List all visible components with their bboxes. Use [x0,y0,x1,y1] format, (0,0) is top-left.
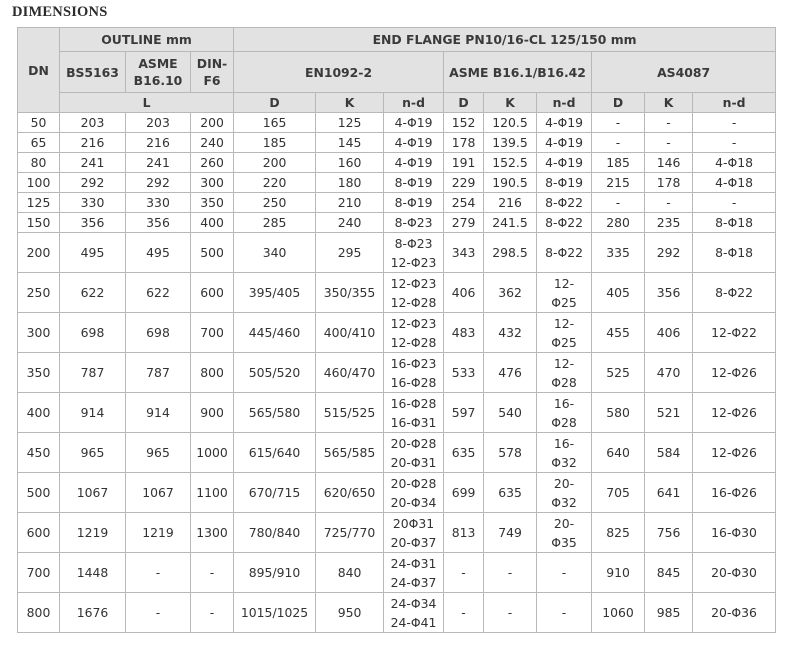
cell-en-d: 220 [234,173,316,193]
cell-en-k: 210 [316,193,384,213]
cell-en-nd-line: 20-Φ34 [390,494,437,510]
cell-en-k: 125 [316,113,384,133]
cell-bs5163: 203 [60,113,126,133]
cell-en-d: 165 [234,113,316,133]
cell-asme-nd [537,553,592,593]
cell-din-f6: 700 [191,313,234,353]
cell-au-nd: 8-Φ22 [693,273,776,313]
cell-en-nd-line: 12-Φ28 [390,294,437,310]
cell-au-d: 335 [592,233,645,273]
header-au-nd: n-d [693,93,776,113]
cell-asme-b1610: 965 [126,433,191,473]
header-din-f6-line2: F6 [203,73,221,88]
cell-au-k: 756 [645,513,693,553]
cell-en-k: 725/770 [316,513,384,553]
cell-asme-nd-line: 12- [553,355,575,371]
cell-en-nd-line: 8-Φ19 [394,175,433,190]
cell-en-nd-line: 4-Φ19 [394,115,433,130]
cell-asme-nd-line: 4-Φ19 [545,115,583,130]
cell-en-nd-line: 24-Φ31 [390,555,437,571]
cell-asme-nd-line: 12- [553,315,575,331]
cell-dn: 450 [18,433,60,473]
cell-asme-d: 533 [444,353,484,393]
cell-asme-d: 229 [444,173,484,193]
cell-au-d: 825 [592,513,645,553]
header-asme-b1610 [126,52,191,93]
cell-bs5163: 1219 [60,513,126,553]
cell-asme-nd-line: 8-Φ22 [545,245,583,260]
cell-din-f6: 600 [191,273,234,313]
cell-dn: 500 [18,473,60,513]
cell-dn: 100 [18,173,60,193]
header-asme-d: D [444,93,484,113]
cell-au-k: 292 [645,233,693,273]
header-bs5163: BS5163 [60,52,126,93]
cell-bs5163: 787 [60,353,126,393]
cell-au-nd: 12-Φ26 [693,433,776,473]
header-asme-k: K [484,93,537,113]
cell-au-k: - [645,113,693,133]
cell-en-d: 340 [234,233,316,273]
cell-asme-d: 279 [444,213,484,233]
header-din-f6 [191,52,234,93]
cell-en-d: 895/910 [234,553,316,593]
header-asme-b1610-line2: B16.10 [133,73,183,88]
table-row [18,233,776,273]
cell-au-k: - [645,133,693,153]
cell-au-d: 525 [592,353,645,393]
header-as4087: AS4087 [592,52,776,93]
cell-au-k: 146 [645,153,693,173]
cell-en-k: 350/355 [316,273,384,313]
cell-en-nd [384,273,444,313]
cell-au-k: 356 [645,273,693,313]
cell-din-f6: 350 [191,193,234,213]
cell-en-nd-line: 4-Φ19 [394,155,433,170]
cell-asme-k: 362 [484,273,537,313]
cell-bs5163: 1067 [60,473,126,513]
cell-asme-b1610: 914 [126,393,191,433]
cell-dn: 200 [18,233,60,273]
table-row [18,433,776,473]
cell-au-nd: - [693,113,776,133]
cell-asme-nd-line: - [561,565,567,580]
cell-en-nd [384,433,444,473]
cell-dn: 350 [18,353,60,393]
cell-din-f6: - [191,553,234,593]
cell-en-d: 615/640 [234,433,316,473]
header-en-d: D [234,93,316,113]
cell-asme-d: 191 [444,153,484,173]
cell-bs5163: 965 [60,433,126,473]
cell-asme-k: 152.5 [484,153,537,173]
cell-bs5163: 356 [60,213,126,233]
cell-asme-nd-line: 4-Φ19 [545,155,583,170]
cell-en-nd [384,193,444,213]
cell-au-d: 1060 [592,593,645,633]
cell-dn: 150 [18,213,60,233]
cell-asme-b1610: 292 [126,173,191,193]
cell-asme-b1610: 698 [126,313,191,353]
table-row [18,213,776,233]
table-row [18,113,776,133]
cell-asme-d: 813 [444,513,484,553]
cell-din-f6: - [191,593,234,633]
cell-asme-nd-line: Φ28 [551,414,577,430]
table-row [18,193,776,213]
cell-bs5163: 330 [60,193,126,213]
table-row [18,313,776,353]
cell-bs5163: 914 [60,393,126,433]
header-au-k: K [645,93,693,113]
cell-en-nd [384,553,444,593]
cell-asme-k: 216 [484,193,537,213]
cell-din-f6: 500 [191,233,234,273]
cell-asme-k: 476 [484,353,537,393]
cell-asme-nd-line: 4-Φ19 [545,135,583,150]
cell-au-d: - [592,113,645,133]
cell-en-d: 185 [234,133,316,153]
cell-bs5163: 622 [60,273,126,313]
cell-en-nd [384,233,444,273]
cell-en-k: 400/410 [316,313,384,353]
cell-au-k: 521 [645,393,693,433]
cell-au-nd: 16-Φ26 [693,473,776,513]
cell-asme-d: 254 [444,193,484,213]
cell-en-k: 180 [316,173,384,193]
cell-au-d: 455 [592,313,645,353]
cell-asme-nd [537,473,592,513]
cell-asme-b1610: 787 [126,353,191,393]
cell-dn: 600 [18,513,60,553]
cell-en-k: 620/650 [316,473,384,513]
table-row [18,153,776,173]
cell-asme-b1610: 216 [126,133,191,153]
cell-asme-nd-line: Φ25 [551,334,577,350]
cell-au-nd: 20-Φ36 [693,593,776,633]
cell-en-k: 840 [316,553,384,593]
header-en-k: K [316,93,384,113]
cell-dn: 400 [18,393,60,433]
cell-asme-nd-line: Φ25 [551,294,577,310]
cell-en-d: 670/715 [234,473,316,513]
cell-asme-b1610: 241 [126,153,191,173]
cell-en-k: 565/585 [316,433,384,473]
cell-asme-b1610: 203 [126,113,191,133]
cell-asme-nd-line: 20- [553,515,575,531]
cell-bs5163: 698 [60,313,126,353]
header-outline: OUTLINE mm [60,28,234,52]
cell-en-k: 145 [316,133,384,153]
cell-asme-d: 483 [444,313,484,353]
cell-asme-k: - [484,553,537,593]
cell-asme-k: 578 [484,433,537,473]
cell-au-d: 215 [592,173,645,193]
cell-asme-d: 597 [444,393,484,433]
cell-au-d: - [592,133,645,153]
cell-en-d: 250 [234,193,316,213]
header-asme-b161: ASME B16.1/B16.42 [444,52,592,93]
table-row [18,353,776,393]
header-din-f6-line1: DIN- [196,56,228,71]
cell-asme-nd [537,313,592,353]
header-l: L [60,93,234,113]
cell-asme-b1610: - [126,553,191,593]
cell-en-nd-line: 20-Φ31 [390,454,437,470]
cell-dn: 50 [18,113,60,133]
cell-au-k: 235 [645,213,693,233]
cell-asme-nd-line: 12- [553,275,575,291]
cell-asme-b1610: - [126,593,191,633]
cell-en-nd-line: 24-Φ41 [390,614,437,630]
cell-au-nd: 4-Φ18 [693,173,776,193]
cell-asme-nd [537,173,592,193]
cell-asme-k: 241.5 [484,213,537,233]
cell-din-f6: 1000 [191,433,234,473]
cell-en-k: 240 [316,213,384,233]
cell-au-d: 640 [592,433,645,473]
cell-au-nd: 12-Φ26 [693,393,776,433]
cell-en-nd-line: 16-Φ28 [390,374,437,390]
table-row [18,393,776,433]
table-row [18,133,776,153]
cell-din-f6: 400 [191,213,234,233]
cell-asme-d: 178 [444,133,484,153]
cell-au-nd: 16-Φ30 [693,513,776,553]
cell-en-nd-line: 24-Φ34 [390,595,437,611]
cell-bs5163: 495 [60,233,126,273]
cell-asme-d: 406 [444,273,484,313]
page-title: DIMENSIONS [12,4,108,20]
table-row [18,513,776,553]
cell-en-nd-line: 16-Φ31 [390,414,437,430]
cell-bs5163: 216 [60,133,126,153]
cell-au-k: 406 [645,313,693,353]
cell-au-nd: - [693,133,776,153]
cell-au-k: 985 [645,593,693,633]
cell-au-d: 405 [592,273,645,313]
table-row [18,273,776,313]
cell-dn: 125 [18,193,60,213]
cell-au-d: - [592,193,645,213]
cell-asme-nd [537,193,592,213]
cell-en-k: 460/470 [316,353,384,393]
header-asme-nd: n-d [537,93,592,113]
cell-en-nd-line: 4-Φ19 [394,135,433,150]
table-row [18,553,776,593]
cell-asme-k: - [484,593,537,633]
cell-au-nd: 4-Φ18 [693,153,776,173]
cell-en-nd [384,353,444,393]
cell-en-d: 565/580 [234,393,316,433]
cell-bs5163: 292 [60,173,126,193]
cell-en-nd-line: 16-Φ28 [390,395,437,411]
cell-asme-nd-line: 8-Φ19 [545,175,583,190]
cell-asme-k: 190.5 [484,173,537,193]
cell-asme-nd [537,213,592,233]
cell-asme-nd [537,353,592,393]
cell-dn: 250 [18,273,60,313]
cell-au-nd: - [693,193,776,213]
cell-asme-b1610: 1067 [126,473,191,513]
cell-en-k: 160 [316,153,384,173]
cell-en-nd [384,113,444,133]
cell-au-nd: 12-Φ26 [693,353,776,393]
cell-asme-b1610: 330 [126,193,191,213]
cell-din-f6: 800 [191,353,234,393]
cell-en-nd-line: 12-Φ23 [390,254,437,270]
cell-asme-nd [537,233,592,273]
cell-en-nd [384,513,444,553]
table-row [18,473,776,513]
cell-au-d: 280 [592,213,645,233]
cell-asme-nd-line: Φ32 [551,494,577,510]
cell-en-nd [384,173,444,193]
cell-en-d: 445/460 [234,313,316,353]
dimensions-table [17,27,776,633]
cell-en-nd [384,393,444,433]
cell-asme-d: 699 [444,473,484,513]
cell-asme-nd-line: 16- [553,395,575,411]
cell-en-k: 950 [316,593,384,633]
cell-asme-nd-line: 8-Φ22 [545,215,583,230]
cell-en-nd [384,153,444,173]
cell-au-k: 845 [645,553,693,593]
cell-au-d: 580 [592,393,645,433]
cell-asme-nd-line: 20- [553,475,575,491]
cell-asme-nd-line: Φ32 [551,454,577,470]
cell-au-nd: 12-Φ22 [693,313,776,353]
cell-asme-d: 343 [444,233,484,273]
cell-din-f6: 1300 [191,513,234,553]
cell-asme-b1610: 622 [126,273,191,313]
header-end-flange: END FLANGE PN10/16-CL 125/150 mm [234,28,776,52]
header-au-d: D [592,93,645,113]
cell-asme-d: - [444,593,484,633]
cell-asme-nd [537,433,592,473]
cell-bs5163: 1676 [60,593,126,633]
cell-en-nd-line: 12-Φ23 [390,315,437,331]
cell-au-d: 910 [592,553,645,593]
cell-au-k: 641 [645,473,693,513]
cell-asme-nd [537,113,592,133]
cell-en-nd-line: 24-Φ37 [390,574,437,590]
cell-din-f6: 300 [191,173,234,193]
cell-asme-nd [537,273,592,313]
cell-asme-k: 432 [484,313,537,353]
cell-asme-d: 152 [444,113,484,133]
cell-asme-k: 540 [484,393,537,433]
cell-en-k: 515/525 [316,393,384,433]
cell-en-d: 1015/1025 [234,593,316,633]
cell-asme-k: 120.5 [484,113,537,133]
cell-dn: 65 [18,133,60,153]
cell-asme-k: 749 [484,513,537,553]
cell-en-nd-line: 12-Φ28 [390,334,437,350]
cell-en-nd-line: 8-Φ23 [394,215,433,230]
cell-asme-d: 635 [444,433,484,473]
table-row [18,593,776,633]
cell-au-nd: 20-Φ30 [693,553,776,593]
cell-asme-nd-line: - [561,605,567,620]
header-dn: DN [18,28,60,113]
cell-en-nd-line: 16-Φ23 [390,355,437,371]
cell-en-nd [384,133,444,153]
cell-asme-nd [537,513,592,553]
cell-asme-nd [537,153,592,173]
cell-en-nd [384,213,444,233]
cell-bs5163: 241 [60,153,126,173]
cell-en-nd-line: 20-Φ37 [390,534,437,550]
cell-asme-b1610: 495 [126,233,191,273]
cell-en-d: 395/405 [234,273,316,313]
cell-en-nd-line: 8-Φ19 [394,195,433,210]
cell-au-k: - [645,193,693,213]
cell-en-d: 780/840 [234,513,316,553]
table-body [18,113,776,633]
header-en1092: EN1092-2 [234,52,444,93]
cell-asme-b1610: 356 [126,213,191,233]
cell-asme-nd-line: Φ28 [551,374,577,390]
cell-din-f6: 240 [191,133,234,153]
cell-en-nd-line: 20-Φ28 [390,435,437,451]
cell-asme-d: - [444,553,484,593]
cell-au-nd: 8-Φ18 [693,233,776,273]
cell-asme-nd-line: Φ35 [551,534,577,550]
cell-dn: 300 [18,313,60,353]
cell-asme-nd [537,393,592,433]
table-row [18,173,776,193]
cell-en-d: 505/520 [234,353,316,393]
cell-en-nd-line: 20-Φ28 [390,475,437,491]
cell-au-d: 705 [592,473,645,513]
cell-asme-nd-line: 8-Φ22 [545,195,583,210]
cell-en-d: 285 [234,213,316,233]
cell-asme-k: 139.5 [484,133,537,153]
cell-au-d: 185 [592,153,645,173]
cell-din-f6: 260 [191,153,234,173]
cell-en-nd-line: 8-Φ23 [394,235,433,251]
cell-en-nd [384,473,444,513]
cell-din-f6: 200 [191,113,234,133]
header-asme-b1610-line1: ASME [138,56,178,71]
header-en-nd: n-d [384,93,444,113]
cell-dn: 800 [18,593,60,633]
cell-asme-nd [537,133,592,153]
cell-asme-nd-line: 16- [553,435,575,451]
cell-en-nd-line: 20Φ31 [392,515,435,531]
cell-au-k: 178 [645,173,693,193]
cell-au-k: 584 [645,433,693,473]
cell-asme-k: 298.5 [484,233,537,273]
cell-en-d: 200 [234,153,316,173]
cell-en-nd [384,593,444,633]
cell-au-k: 470 [645,353,693,393]
cell-din-f6: 1100 [191,473,234,513]
cell-asme-k: 635 [484,473,537,513]
cell-asme-b1610: 1219 [126,513,191,553]
cell-dn: 80 [18,153,60,173]
cell-din-f6: 900 [191,393,234,433]
cell-asme-nd [537,593,592,633]
cell-en-nd [384,313,444,353]
cell-en-nd-line: 12-Φ23 [390,275,437,291]
cell-en-k: 295 [316,233,384,273]
cell-dn: 700 [18,553,60,593]
cell-au-nd: 8-Φ18 [693,213,776,233]
cell-bs5163: 1448 [60,553,126,593]
